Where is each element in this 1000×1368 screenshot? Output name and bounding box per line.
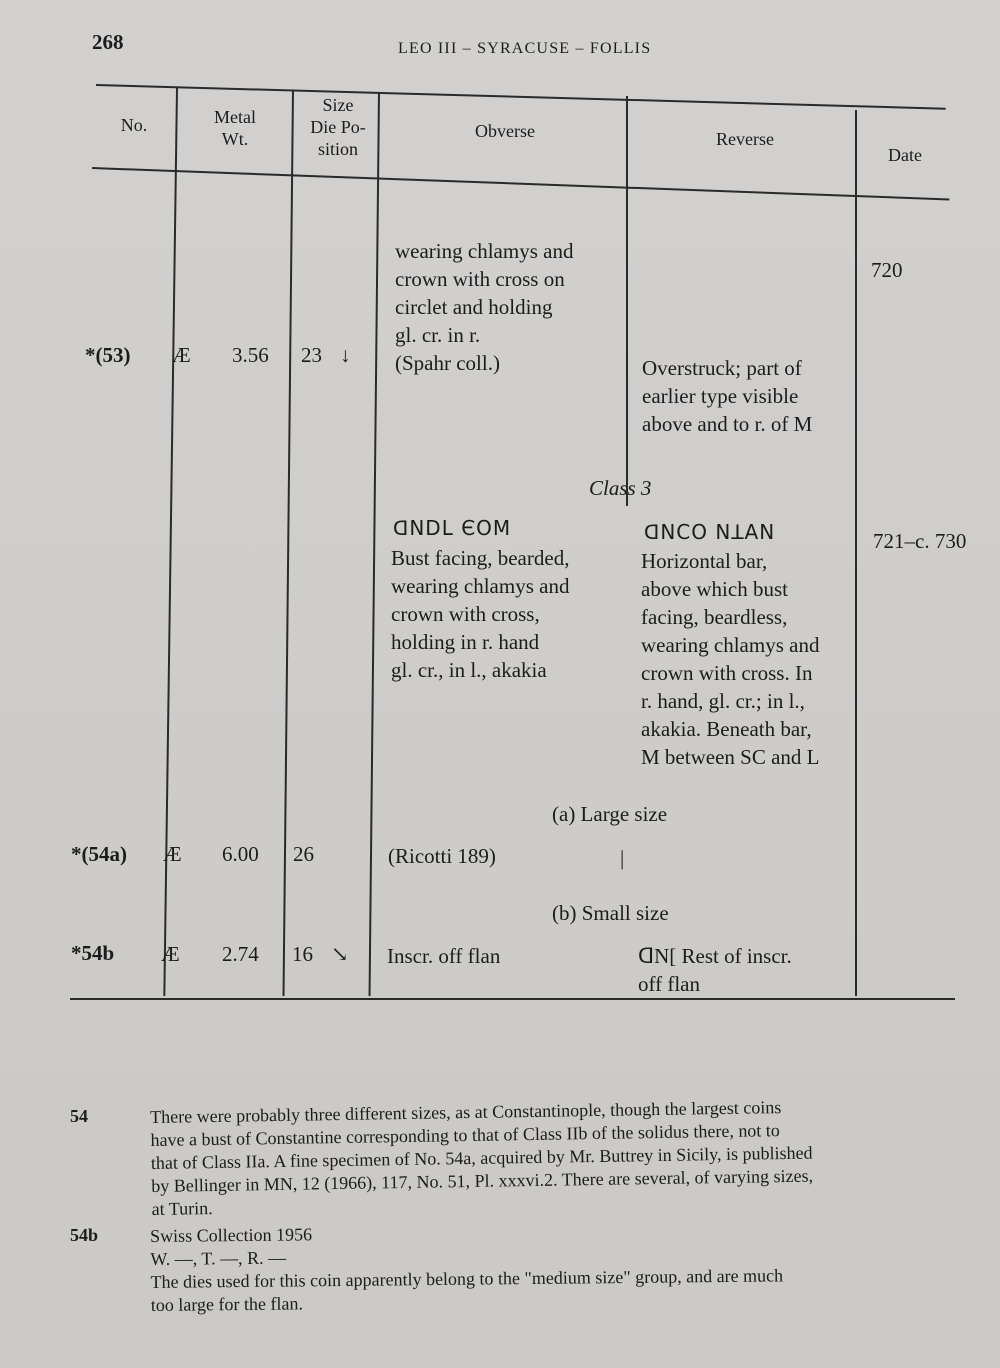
row54a-reverse: |: [620, 846, 625, 870]
col-header-obverse: Obverse: [475, 121, 535, 141]
class3-heading: Class 3: [589, 476, 652, 500]
row53-no: *(53): [85, 343, 131, 367]
row54b-reverse: ꓷN[ Rest of inscr. off flan: [638, 944, 792, 996]
class3-reverse-inscription: ꓷNCO NꓕAN: [644, 520, 776, 544]
row53-size-value: 23: [301, 343, 322, 367]
note-54b-label: 54b: [70, 1225, 99, 1245]
col-header-no: No.: [120, 115, 148, 135]
row53-weight: 3.56: [232, 343, 269, 367]
col-header-reverse: Reverse: [716, 129, 774, 149]
row54a-no: *(54a): [71, 842, 127, 866]
page-number: 268: [92, 30, 124, 54]
row53-size: [301, 341, 351, 369]
note-54-label: 54: [70, 1106, 88, 1126]
row53-date: 720: [871, 258, 903, 282]
col-header-date: Date: [888, 145, 922, 165]
note-54-text: There were probably three different sizes, as at Constantinople, though the largest coins have a bust of Constantine corresponding to that of Class IIb of the solidus there, not to that of Class IIa. A fine specimen of No. 54a, acquired by Mr. Buttrey in Sicily, is published by Bellinger in MN, 12 (1966), 117, No. 51, Pl. xxxvi.2. There are several, of varying sizes, at Turin.: [150, 1097, 814, 1219]
subheading-small-size: (b) Small size: [552, 901, 669, 925]
header-bottom-rule: [92, 167, 949, 200]
row54b-size-value: 16: [292, 942, 313, 966]
subheading-large-size: (a) Large size: [552, 802, 668, 826]
row54a-size: 26: [293, 842, 314, 866]
row54b-weight: 2.74: [222, 942, 259, 966]
col-header-metal-wt: Metal Wt.: [214, 107, 256, 149]
col-divider-2: [283, 90, 294, 996]
table-bottom-rule: [70, 998, 955, 1000]
row54a-metal: Æ: [163, 842, 182, 866]
row54b-size: [292, 940, 349, 968]
col-divider-3: [369, 92, 380, 996]
row53-obverse: wearing chlamys and crown with cross on circlet and holding gl. cr. in r. (Spahr coll.): [395, 239, 574, 375]
row54b-metal: Æ: [161, 942, 180, 966]
row54a-weight: 6.00: [222, 842, 259, 866]
class3-reverse: Horizontal bar, above which bust facing, beardless, wearing chlamys and crown with cross. In r. hand, gl. cr.; in l., akakia. Beneath bar, M between SC and L: [641, 549, 820, 769]
col-divider-5: [855, 110, 857, 996]
row54a-obverse: (Ricotti 189): [388, 844, 496, 868]
die-position-arrow-icon: ↓: [340, 343, 351, 367]
col-header-size-die: Size Die Po- sition: [310, 95, 366, 159]
col-divider-4: [626, 96, 628, 506]
class3-obverse: Bust facing, bearded, wearing chlamys and crown with cross, holding in r. hand gl. cr., in l., akakia: [391, 546, 570, 682]
die-position-arrow-icon: ↘: [331, 942, 349, 966]
running-head: LEO III – SYRACUSE – FOLLIS: [398, 40, 652, 57]
class3-date: 721–c. 730: [873, 529, 967, 553]
row54b-no: *54b: [71, 941, 115, 965]
class3-obverse-inscription: ꓷNDL ЄOM: [393, 516, 512, 540]
note-54b-text: Swiss Collection 1956 W. —, T. —, R. — The dies used for this coin apparently belong to the "medium size" group, and are much too large for the flan.: [150, 1224, 784, 1315]
row54b-obverse: Inscr. off flan: [387, 944, 501, 968]
row53-metal: Æ: [172, 343, 191, 367]
row53-reverse: Overstruck; part of earlier type visible above and to r. of M: [642, 356, 813, 436]
